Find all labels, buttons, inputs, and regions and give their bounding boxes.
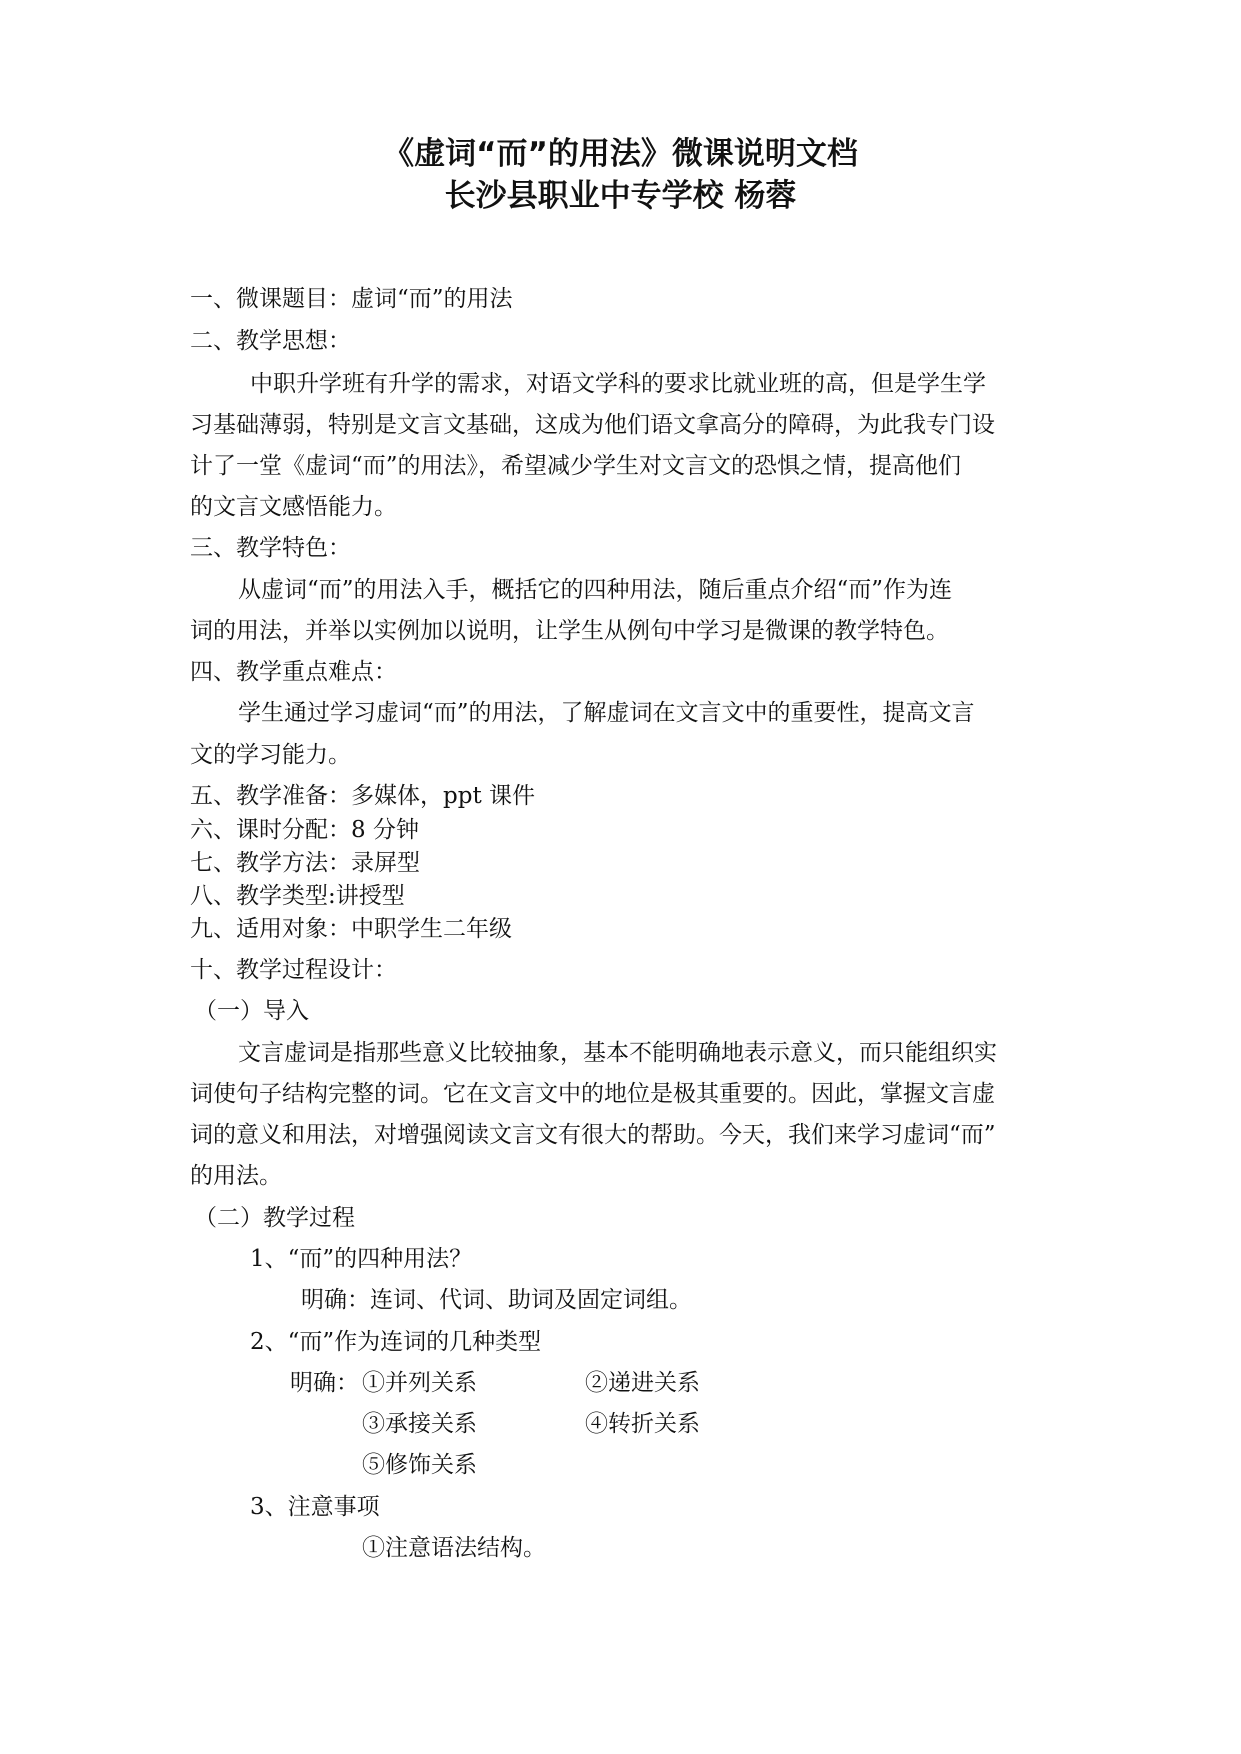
relation-type: ②递进关系 [585,1370,700,1396]
paragraph-line: 从虚词“而”的用法入手，概括它的四种用法，随后重点介绍“而”作为连 [238,577,953,603]
paragraph-line: 词的用法，并举以实例加以说明，让学生从例句中学习是微课的教学特色。 [190,618,949,644]
section-prep: 五、教学准备：多媒体，ppt 课件 [190,783,535,809]
paragraph-line: 习基础薄弱，特别是文言文基础，这成为他们语文拿高分的障碍，为此我专门设 [190,412,995,438]
paragraph-line: 计了一堂《虚词“而”的用法》，希望减少学生对文言文的恐惧之情，提高他们 [190,453,962,479]
document-subtitle: 长沙县职业中专学校 杨蓉 [444,178,797,214]
relation-type: ④转折关系 [585,1411,700,1437]
section-idea-heading: 二、教学思想： [190,328,351,354]
paragraph-line: 词使句子结构完整的词。它在文言文中的地位是极其重要的。因此，掌握文言虚 [190,1081,995,1107]
paragraph-line: 学生通过学习虚词“而”的用法，了解虚词在文言文中的重要性，提高文言 [238,700,975,726]
relation-type: ⑤修饰关系 [362,1452,477,1478]
relation-type: ③承接关系 [362,1411,477,1437]
section-process-heading: 十、教学过程设计： [190,957,397,983]
list-item-2-prefix: 明确： [290,1370,359,1396]
section-feature-heading: 三、教学特色： [190,535,351,561]
section-audience: 九、适用对象：中职学生二年级 [190,916,512,942]
list-item-3-note: ①注意语法结构。 [362,1535,546,1561]
subsection-teach-heading: （二）教学过程 [194,1205,355,1231]
paragraph-line: 文言虚词是指那些意义比较抽象，基本不能明确地表示意义，而只能组织实 [238,1040,997,1066]
section-time: 六、课时分配：8 分钟 [190,817,419,843]
list-item-1-answer: 明确：连词、代词、助词及固定词组。 [301,1287,692,1313]
paragraph-line: 词的意义和用法，对增强阅读文言文有很大的帮助。今天，我们来学习虚词“而” [190,1122,996,1148]
list-item-3: 3、注意事项 [250,1494,380,1520]
document-title: 《虚词“而”的用法》微课说明文档 [383,136,858,172]
relation-type: ①并列关系 [362,1370,477,1396]
paragraph-line: 文的学习能力。 [190,742,351,768]
section-type: 八、教学类型:讲授型 [190,883,405,909]
section-topic: 一、微课题目：虚词“而”的用法 [190,286,513,312]
subsection-intro-heading: （一）导入 [194,998,309,1024]
section-key-heading: 四、教学重点难点： [190,659,397,685]
list-item-1: 1、“而”的四种用法？ [250,1246,473,1272]
paragraph-line: 的文言文感悟能力。 [190,494,397,520]
list-item-2: 2、“而”作为连词的几种类型 [250,1329,542,1355]
paragraph-line: 中职升学班有升学的需求，对语文学科的要求比就业班的高，但是学生学 [250,371,986,397]
section-method: 七、教学方法：录屏型 [190,850,420,876]
paragraph-line: 的用法。 [190,1163,282,1189]
